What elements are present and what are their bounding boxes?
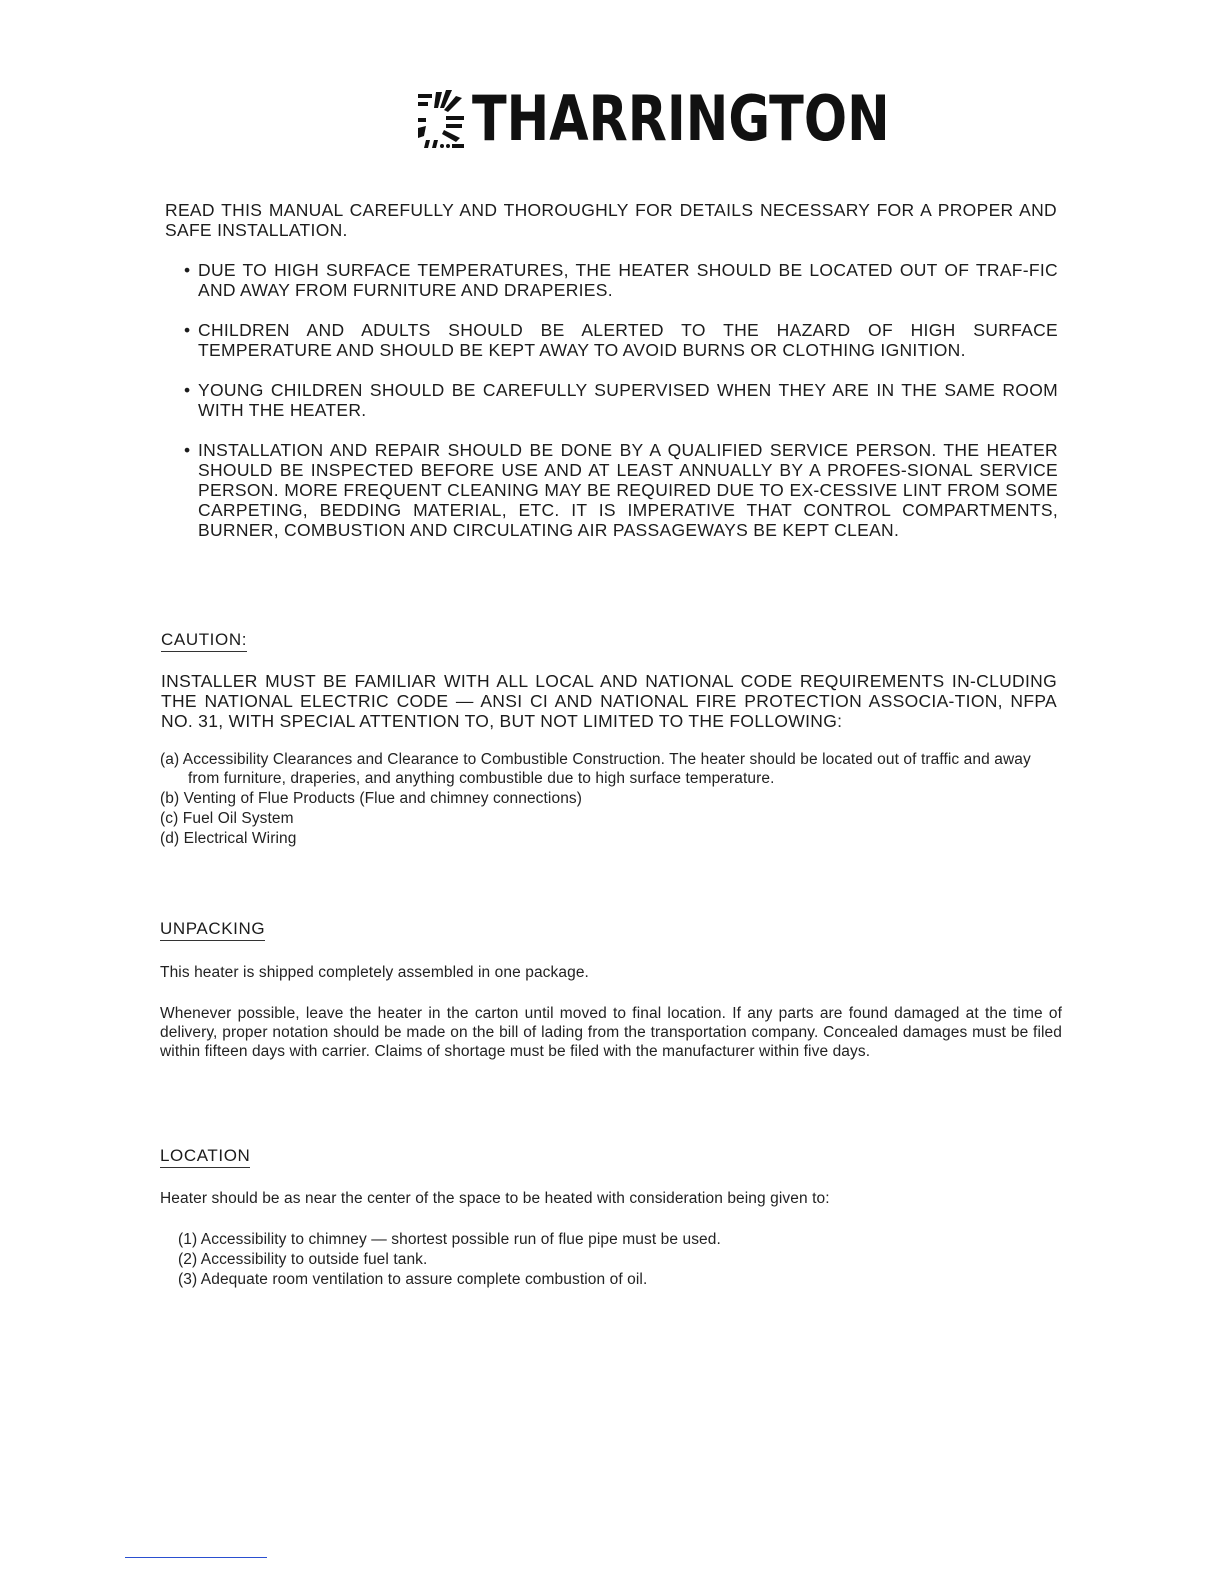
intro-paragraph: READ THIS MANUAL CAREFULLY AND THOROUGHLY FOR DETAILS NECESSARY FOR A PROPER AND SAFE INSTALLATION. [165, 200, 1057, 240]
location-list [178, 1230, 1058, 1290]
caution-paragraph: INSTALLER MUST BE FAMILIAR WITH ALL LOCAL AND NATIONAL CODE REQUIREMENTS IN-CLUDING THE NATIONAL ELECTRIC CODE — ANSI CI AND NATIONAL FIRE PROTECTION ASSOCIA-TION, NFPA NO. 31, WITH SPECIAL ATTENTION TO, BUT NOT LIMITED TO THE FOLLOWING: [161, 671, 1057, 731]
requirement-item: (d) Electrical Wiring [160, 830, 297, 847]
safety-bullet: • DUE TO HIGH SURFACE TEMPERATURES, THE HEATER SHOULD BE LOCATED OUT OF TRAF-FIC AND AWAY FROM FURNITURE AND DRAPERIES. [184, 260, 1058, 300]
unpacking-paragraph: This heater is shipped completely assembled in one package. [160, 964, 589, 981]
safety-bullet-list [184, 260, 1058, 560]
brand-name: THARRINGTON [472, 82, 890, 155]
unpacking-heading: UNPACKING [160, 919, 265, 941]
location-heading: LOCATION [160, 1146, 250, 1168]
requirements-list [160, 750, 1060, 849]
requirement-item: (a) Accessibility Clearances and Clearance to Combustible Construction. The heater should be located out of traffic and away from furniture, draperies, and anything combustible due to high surface temperature. [160, 751, 1031, 787]
unpacking-paragraph: Whenever possible, leave the heater in the carton until moved to final location. If any parts are found damaged at the time of delivery, proper notation should be made on the bill of lading from the transportation company. Concealed damages must be filed within fifteen days with carrier. Claims of shortage must be filed with the manufacturer within five days. [160, 1005, 1062, 1060]
location-paragraph: Heater should be as near the center of the space to be heated with consideration being given to: [160, 1190, 830, 1207]
location-item: (1) Accessibility to chimney — shortest possible run of flue pipe must be used. [178, 1231, 721, 1248]
safety-bullet: • CHILDREN AND ADULTS SHOULD BE ALERTED TO THE HAZARD OF HIGH SURFACE TEMPERATURE AND SHOULD BE KEPT AWAY TO AVOID BURNS OR CLOTHING IGNITION. [184, 320, 1058, 360]
safety-bullet: • INSTALLATION AND REPAIR SHOULD BE DONE BY A QUALIFIED SERVICE PERSON. THE HEATER SHOULD BE INSPECTED BEFORE USE AND AT LEAST ANNUALLY BY A PROFES-SIONAL SERVICE PERSON. MORE FREQUENT CLEANING MAY BE REQUIRED DUE TO EX-CESSIVE LINT FROM SOME CARPETING, BEDDING MATERIAL, ETC. IT IS IMPERATIVE THAT CONTROL COMPARTMENTS, BURNER, COMBUSTION AND CIRCULATING AIR PASSAGEWAYS BE KEPT CLEAN. [184, 440, 1058, 540]
requirement-item: (c) Fuel Oil System [160, 810, 294, 827]
safety-bullet: • YOUNG CHILDREN SHOULD BE CAREFULLY SUPERVISED WHEN THEY ARE IN THE SAME ROOM WITH THE HEATER. [184, 380, 1058, 420]
location-item: (2) Accessibility to outside fuel tank. [178, 1251, 428, 1268]
brand-logo [416, 82, 981, 155]
footer-divider [125, 1557, 267, 1558]
sunburst-logo-icon [416, 88, 466, 150]
requirement-item: (b) Venting of Flue Products (Flue and chimney connections) [160, 790, 583, 807]
location-item: (3) Adequate room ventilation to assure complete combustion of oil. [178, 1271, 648, 1288]
caution-heading: CAUTION: [161, 630, 247, 652]
